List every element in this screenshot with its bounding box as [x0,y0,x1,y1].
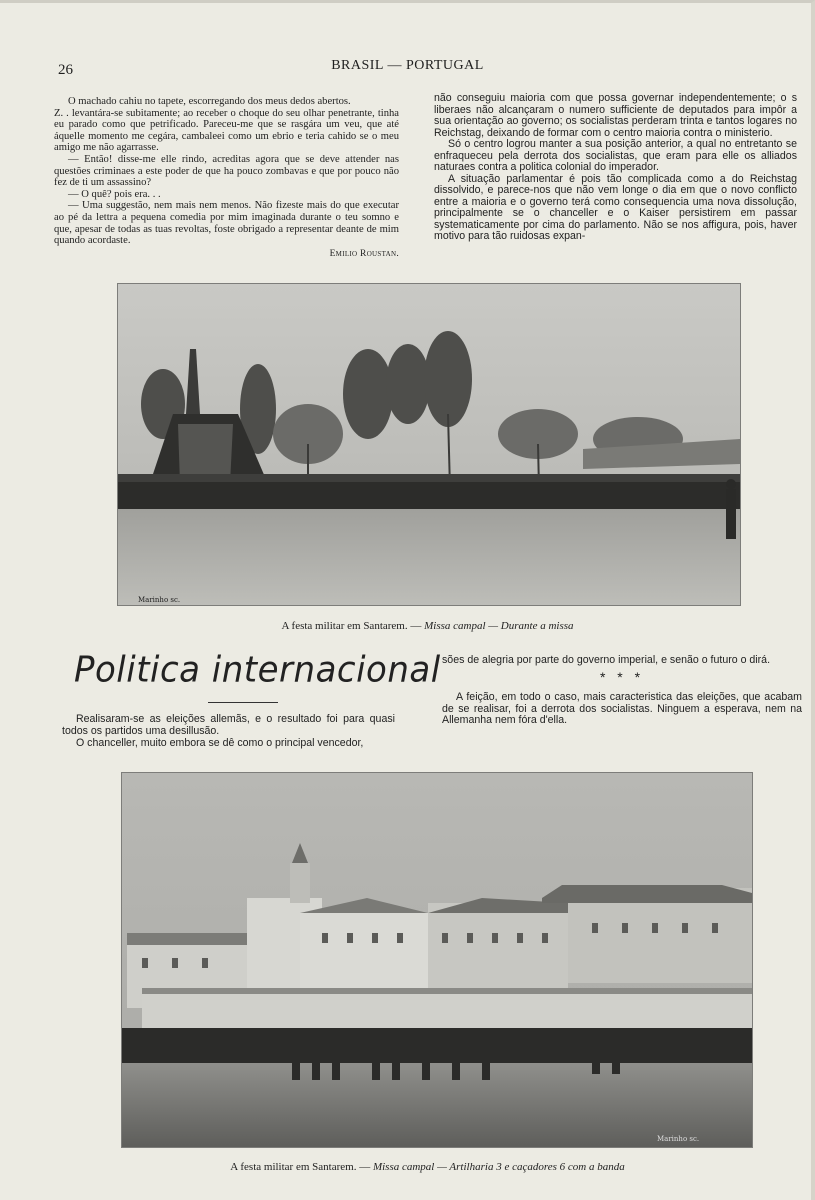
caption-main: A festa militar em Santarem. — [281,620,422,632]
caption-main: A festa militar em Santarem. — [230,1161,371,1173]
title-rule [208,702,278,703]
politics-column-right [442,655,802,727]
paragraph: Só o centro logrou manter a sua posição anterior, a qual no entretanto se enfraqueceu pela derrota dos socialistas, que eram para elle os alliados naturaes contra a politica colonial do imperador. [434,138,797,173]
section-title: Politica internacional [74,649,441,691]
paragraph: A situação parlamentar é pois tão complicada como a do Reichstag dissolvido, e parece-nos que não vem longe o dia em que o novo conflicto entre a maioria e o governo terá como consequencia uma nova dissolução, principalmente se o chanceller e o Kaiser persistirem em passar systematicamente por cima do parlamento. Não se nos affigura, pois, haver motivo para tão ruidosas expan- [434,172,797,242]
running-title: BRASIL — PORTUGAL [331,58,484,73]
paragraph: Realisaram-se as eleições allemãs, e o resultado foi para quasi todos os partidos uma desillusão. [62,713,395,737]
paragraph: — Uma suggestão, nem mais nem menos. Não fizeste mais do que executar ao pé da lettra a pequena comedia por mim imaginada durante o teu somno e que, apesar de todas as tuas revoltas, foste obrigado a representar deante de mim quando acordaste. [54,200,399,247]
page-number: 26 [58,62,73,78]
asterism: * * * [599,668,645,685]
paragraph: O machado cahiu no tapete, escorregando dos meus dedos abertos. [68,96,351,107]
caption-italic: Missa campal — Durante a missa [424,620,574,632]
paragraph: O chanceller, muito embora se dê como o principal vencedor, [76,736,364,749]
photo-caption [20,620,815,632]
photo-field-mass [117,283,741,606]
photo-caption [20,1161,815,1173]
politics-continued-column [434,93,797,243]
paragraph: não conseguiu maioria com que possa governar independentemente; o s liberaes não alcançaram o numero sufficiente de deputados para impôr a sua orientação ao governo; os socialistas perderam trinta e tantos logares no Reichstag, deixando de formar com o centro maioria contra o ministerio. [434,92,797,139]
author-signature: Emilio Roustan. [329,248,399,259]
caption-italic: Missa campal — Artilharia 3 e caçadores 6 com a banda [372,1161,625,1173]
paragraph: — O quê? pois era. . . [68,188,161,200]
photo-artillery-band [121,772,753,1148]
paragraph: A feição, em todo o caso, mais caracteristica das eleições, que acabam de se realisar, foi a derrota dos socialistas. Ninguem a esperava, nem na Allemanha nem fóra d'ella. [442,690,802,727]
politics-column-left [62,714,395,749]
engraver-signature: Marinho sc. [657,1135,700,1143]
paragraph: Z. . levantára-se subitamente; ao receber o choque do seu olhar penetrante, tinha eu parado como que petrificado. Pareceu-me que se rasgára um veu, que até áquelle momento me cegára, cambaleei como um ebrio e teria cahido se o meu amigo me não agarrasse. [54,107,399,154]
paragraph: — Então! disse-me elle rindo, acreditas agora que se deve attender nas questões criminaes a este poder de que ha pouco zombavas e que por pouco não fez de ti um assassino? [54,153,399,189]
engraver-signature: Marinho sc. [138,596,181,604]
paragraph: sões de alegria por parte do governo imperial, e senão o futuro o dirá. [442,654,771,666]
story-end-column [54,96,399,260]
